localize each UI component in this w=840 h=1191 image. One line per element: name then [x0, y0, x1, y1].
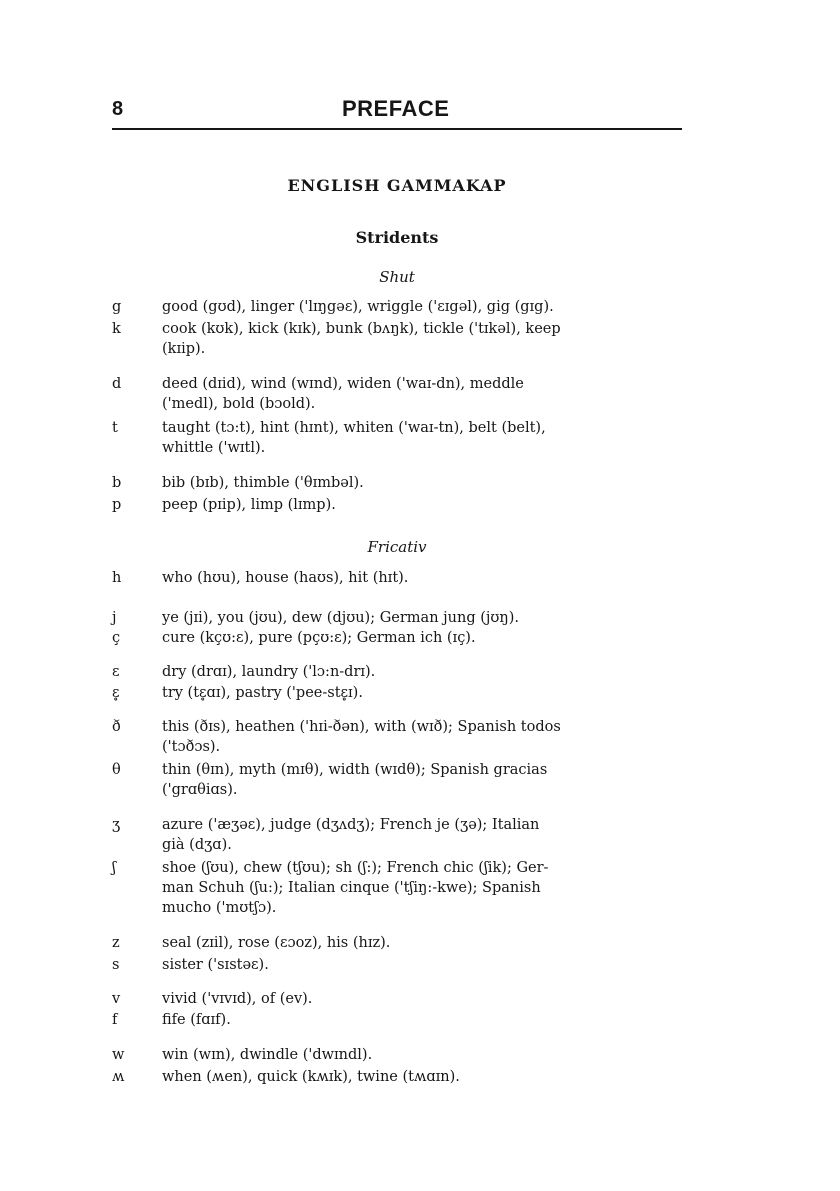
header-rule	[112, 128, 682, 130]
entry-line: try (tɛ̥ɑɪ), pastry ('pee-stɛ̥ɪ).	[162, 685, 363, 701]
entry-line: cook (kʊk), kick (kɪk), bunk (bʌŋk), tickle ('tɪkəl), keep	[162, 321, 561, 337]
entry-examples	[162, 662, 684, 682]
entry-c-cedilla	[112, 628, 702, 648]
running-head: PREFACE	[342, 96, 450, 121]
entry-examples	[162, 815, 684, 855]
entry-examples	[162, 989, 684, 1009]
entry-examples	[162, 608, 684, 628]
group-heading: Fricativ	[367, 538, 427, 556]
phonetic-symbol: ɛ̥	[112, 685, 120, 701]
entry-line: who (hʊu), house (haʊs), hit (hɪt).	[162, 570, 409, 586]
entry-r-voiceless	[112, 683, 702, 703]
phonetic-symbol: ʍ	[112, 1069, 125, 1085]
entry-examples	[162, 628, 684, 648]
entry-line: ye (jɪi), you (jʊu), dew (djʊu); German jung (jʊŋ).	[162, 610, 519, 626]
phonetic-symbol: ɛ	[112, 664, 120, 680]
entry-line: già (dʒɑ).	[162, 837, 232, 853]
entry-t	[112, 418, 702, 458]
entry-wh	[112, 1067, 702, 1087]
entry-s	[112, 955, 702, 975]
entry-examples	[162, 760, 684, 800]
entry-p	[112, 495, 702, 515]
entry-h	[112, 568, 702, 588]
entry-line: dry (drɑɪ), laundry ('lɔ:n-drɪ).	[162, 664, 376, 680]
group-heading: Shut	[379, 268, 415, 286]
phonetic-symbol: f	[112, 1012, 118, 1028]
entry-k	[112, 319, 702, 359]
entry-line: when (ʍen), quick (kʍɪk), twine (tʍɑɪn).	[162, 1069, 460, 1085]
entry-line: ('grɑθiɑs).	[162, 782, 238, 798]
entry-f	[112, 1010, 702, 1030]
entry-line: cure (kçʊ:ɛ), pure (pçʊ:ɛ); German ich (ɪç).	[162, 630, 476, 646]
entry-theta	[112, 760, 702, 800]
page-header	[112, 96, 682, 128]
entry-line: good (gʊd), linger ('lɪŋgəɛ), wriggle ('ɛɪgəl), gig (gɪg).	[162, 299, 554, 315]
entry-line: (kɪip).	[162, 341, 206, 357]
entry-examples	[162, 683, 684, 703]
entry-esh	[112, 858, 702, 918]
entry-examples	[162, 858, 684, 918]
entry-r	[112, 662, 702, 682]
phonetic-symbol: ʃ	[112, 860, 116, 876]
phonetic-symbol: w	[112, 1047, 125, 1063]
entry-examples	[162, 1010, 684, 1030]
entry-examples	[162, 717, 684, 757]
section-subtitle: Stridents	[355, 228, 439, 247]
entry-line: vivid ('vɪvɪd), of (ev).	[162, 991, 313, 1007]
entry-line: whittle ('wɪtl).	[162, 440, 266, 456]
page-number: 8	[112, 98, 124, 120]
entry-examples	[162, 473, 684, 493]
phonetic-symbol: v	[112, 991, 121, 1007]
entry-w	[112, 1045, 702, 1065]
entry-v	[112, 989, 702, 1009]
phonetic-symbol: θ	[112, 762, 121, 778]
entry-line: fife (fɑɪf).	[162, 1012, 231, 1028]
phonetic-symbol: k	[112, 321, 121, 337]
entry-line: ('medl), bold (bɔold).	[162, 396, 316, 412]
entry-line: azure ('æʒəɛ), judge (dʒʌdʒ); French je (ʒə); Italian	[162, 817, 540, 833]
entry-line: this (ðɪs), heathen ('hɪi-ðən), with (wɪð); Spanish todos	[162, 719, 561, 735]
entry-examples	[162, 495, 684, 515]
phonetic-symbol: d	[112, 376, 122, 392]
phonetic-symbol: ʒ	[112, 817, 121, 833]
entry-z	[112, 933, 702, 953]
entry-line: sister ('sɪstəɛ).	[162, 957, 269, 973]
entry-b	[112, 473, 702, 493]
entry-line: win (wɪn), dwindle ('dwɪndl).	[162, 1047, 373, 1063]
entry-examples	[162, 568, 684, 588]
entry-examples	[162, 955, 684, 975]
phonetic-symbol: j	[112, 610, 117, 626]
entry-line: thin (θɪn), myth (mɪθ), width (wɪdθ); Spanish gracias	[162, 762, 548, 778]
entry-line: seal (zɪil), rose (ɛɔoz), his (hɪz).	[162, 935, 391, 951]
entry-examples	[162, 297, 684, 317]
phonetic-symbol: h	[112, 570, 122, 586]
entry-d	[112, 374, 702, 414]
entry-ezh	[112, 815, 702, 855]
phonetic-symbol: ç	[112, 630, 121, 646]
section-title: ENGLISH GAMMAKAP	[287, 176, 507, 195]
entry-line: shoe (ʃʊu), chew (tʃʊu); sh (ʃ:); French chic (ʃik); Ger-	[162, 860, 549, 876]
entry-examples	[162, 418, 684, 458]
entry-line: mucho ('mʊtʃɔ).	[162, 900, 277, 916]
phonetic-symbol: g	[112, 299, 122, 315]
phonetic-symbol: p	[112, 497, 122, 513]
entry-line: deed (dɪid), wind (wɪnd), widen ('waɪ-dn), meddle	[162, 376, 524, 392]
entry-j	[112, 608, 702, 628]
entry-examples	[162, 933, 684, 953]
entry-line: ('tɔðɔs).	[162, 739, 221, 755]
entry-g	[112, 297, 702, 317]
phonetic-symbol: z	[112, 935, 120, 951]
entry-examples	[162, 1045, 684, 1065]
entry-line: bib (bɪb), thimble ('θɪmbəl).	[162, 475, 364, 491]
entry-eth	[112, 717, 702, 757]
phonetic-symbol: s	[112, 957, 120, 973]
entry-examples	[162, 319, 684, 359]
entry-line: taught (tɔ:t), hint (hɪnt), whiten ('waɪ-tn), belt (belt),	[162, 420, 546, 436]
entry-examples	[162, 1067, 684, 1087]
phonetic-symbol: ð	[112, 719, 121, 735]
phonetic-symbol: b	[112, 475, 122, 491]
entry-line: man Schuh (ʃu:); Italian cinque ('tʃiŋ:-kwe); Spanish	[162, 880, 541, 896]
phonetic-symbol: t	[112, 420, 118, 436]
entry-examples	[162, 374, 684, 414]
entry-line: peep (pɪip), limp (lɪmp).	[162, 497, 336, 513]
